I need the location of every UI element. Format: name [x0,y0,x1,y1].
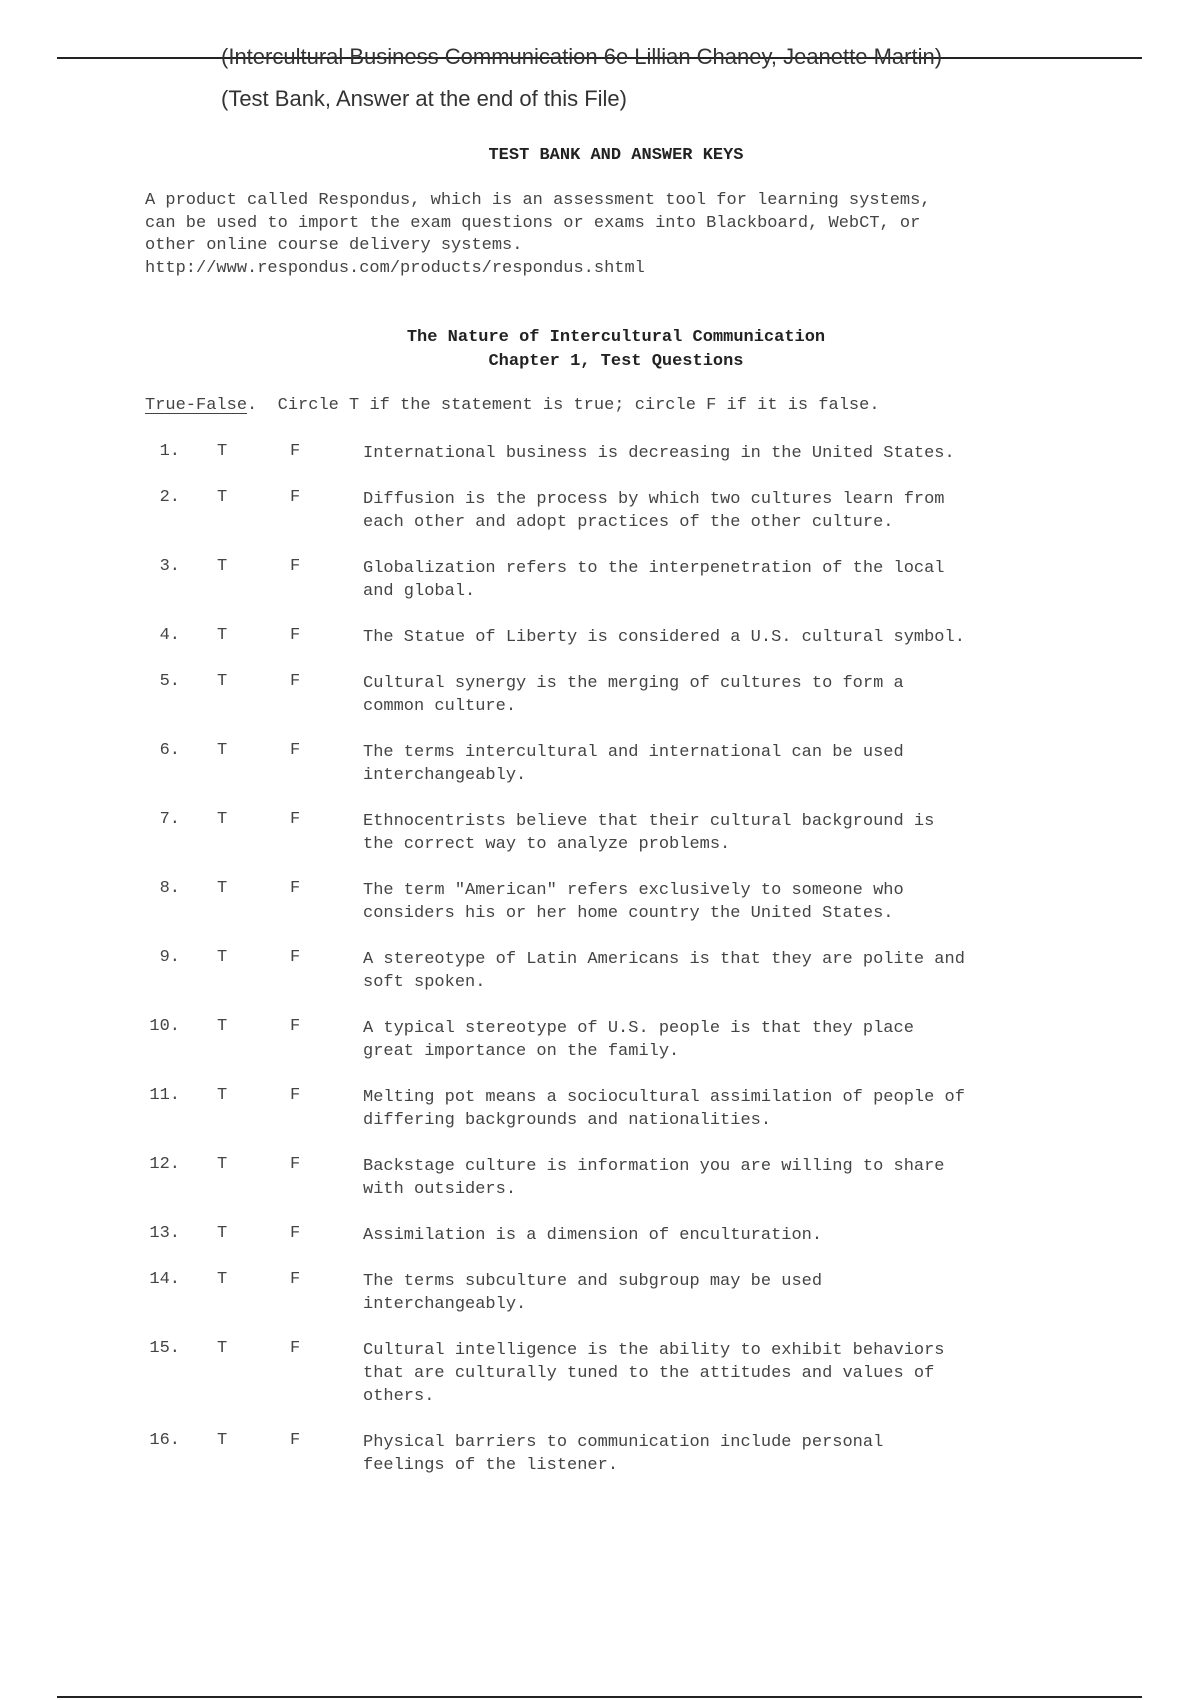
false-option[interactable]: F [290,672,301,691]
true-option[interactable]: T [217,810,228,829]
document-title: TEST BANK AND ANSWER KEYS [488,146,744,165]
test-bank-note: (Test Bank, Answer at the end of this File) [221,86,627,111]
statement-line: great importance on the family. [363,1042,680,1061]
footer-rule [57,1696,1142,1698]
question-statement [363,488,1083,534]
false-option[interactable]: F [290,1017,301,1036]
statement-line: Cultural synergy is the merging of cultures to form a [363,674,904,693]
statement-line: the correct way to analyze problems. [363,835,731,854]
question-number: 2. [159,488,180,507]
intro-line: can be used to import the exam questions or exams into Blackboard, WebCT, or [145,213,921,233]
question-statement [363,810,1083,856]
statement-line: A stereotype of Latin Americans is that they are polite and [363,950,965,969]
statement-line: interchangeably. [363,766,527,785]
statement-line: The Statue of Liberty is considered a U.S. cultural symbol. [363,628,965,647]
question-number: 11. [149,1086,180,1105]
question-number: 9. [159,948,180,967]
true-option[interactable]: T [217,879,228,898]
statement-line: interchangeably. [363,1295,527,1314]
false-option[interactable]: F [290,879,301,898]
question-number: 5. [159,672,180,691]
question-number: 6. [159,741,180,760]
chapter-heading [0,326,1200,374]
false-option[interactable]: F [290,557,301,576]
chapter-subtitle: Chapter 1, Test Questions [488,352,744,371]
question-statement [363,1431,1083,1477]
question-statement [363,948,1083,994]
question-number: 3. [159,557,180,576]
false-option[interactable]: F [290,442,301,461]
intro-paragraph [145,190,1105,280]
true-option[interactable]: T [217,1017,228,1036]
question-statement [363,879,1083,925]
question-number: 14. [149,1270,180,1289]
book-title-header: (Intercultural Business Communication 6e Lillian Chaney, Jeanette Martin) [221,44,943,69]
false-option[interactable]: F [290,1224,301,1243]
false-option[interactable]: F [290,1086,301,1105]
statement-line: feelings of the listener. [363,1456,619,1475]
section-label: True-False [145,396,248,415]
statement-line: Ethnocentrists believe that their cultural background is [363,812,935,831]
statement-line: that are culturally tuned to the attitudes and values of [363,1364,935,1383]
false-option[interactable]: F [290,1431,301,1450]
statement-line: with outsiders. [363,1180,517,1199]
question-number: 8. [159,879,180,898]
false-option[interactable]: F [290,1270,301,1289]
statement-line: considers his or her home country the United States. [363,904,894,923]
statement-line: others. [363,1387,435,1406]
statement-line: A typical stereotype of U.S. people is that they place [363,1019,914,1038]
question-statement [363,1339,1083,1408]
true-option[interactable]: T [217,488,228,507]
statement-line: Cultural intelligence is the ability to exhibit behaviors [363,1341,945,1360]
false-option[interactable]: F [290,1155,301,1174]
question-statement [363,1224,1083,1247]
statement-line: Physical barriers to communication include personal [363,1433,884,1452]
statement-line: soft spoken. [363,973,486,992]
statement-line: The term "American" refers exclusively to someone who [363,881,904,900]
true-option[interactable]: T [217,1431,228,1450]
intro-line: other online course delivery systems. [145,236,523,255]
statement-line: Melting pot means a sociocultural assimilation of people of [363,1088,965,1107]
statement-line: Globalization refers to the interpenetration of the local [363,559,945,578]
true-option[interactable]: T [217,948,228,967]
question-number: 7. [159,810,180,829]
statement-line: Diffusion is the process by which two cultures learn from [363,490,945,509]
question-statement [363,626,1083,649]
statement-line: The terms subculture and subgroup may be used [363,1272,823,1291]
instructions-text: . Circle T if the statement is true; circle F if it is false. [247,396,880,415]
false-option[interactable]: F [290,810,301,829]
true-option[interactable]: T [217,1155,228,1174]
question-number: 4. [159,626,180,645]
question-number: 13. [149,1224,180,1243]
statement-line: common culture. [363,697,517,716]
true-option[interactable]: T [217,741,228,760]
intro-url: http://www.respondus.com/products/respondus.shtml [145,258,645,278]
question-statement [363,1086,1083,1132]
statement-line: International business is decreasing in the United States. [363,444,955,463]
question-statement [363,557,1083,603]
question-number: 16. [149,1431,180,1450]
chapter-title: The Nature of Intercultural Communication [406,328,826,347]
statement-line: The terms intercultural and international can be used [363,743,904,762]
question-statement [363,1155,1083,1201]
question-statement [363,741,1083,787]
question-number: 10. [149,1017,180,1036]
false-option[interactable]: F [290,488,301,507]
true-option[interactable]: T [217,672,228,691]
question-number: 12. [149,1155,180,1174]
question-number: 1. [159,442,180,461]
false-option[interactable]: F [290,741,301,760]
true-option[interactable]: T [217,1086,228,1105]
statement-line: Backstage culture is information you are willing to share [363,1157,945,1176]
true-option[interactable]: T [217,626,228,645]
instructions [145,396,880,415]
question-number: 15. [149,1339,180,1358]
true-option[interactable]: T [217,442,228,461]
statement-line: each other and adopt practices of the other culture. [363,513,894,532]
false-option[interactable]: F [290,1339,301,1358]
question-statement [363,1017,1083,1063]
question-statement [363,1270,1083,1316]
statement-line: Assimilation is a dimension of enculturation. [363,1226,823,1245]
true-option[interactable]: T [217,1224,228,1243]
true-option[interactable]: T [217,1339,228,1358]
question-statement [363,442,1083,465]
true-option[interactable]: T [217,557,228,576]
statement-line: differing backgrounds and nationalities. [363,1111,772,1130]
false-option[interactable]: F [290,948,301,967]
true-option[interactable]: T [217,1270,228,1289]
question-statement [363,672,1083,718]
statement-line: and global. [363,582,476,601]
false-option[interactable]: F [290,626,301,645]
intro-line: A product called Respondus, which is an assessment tool for learning systems, [145,191,931,210]
